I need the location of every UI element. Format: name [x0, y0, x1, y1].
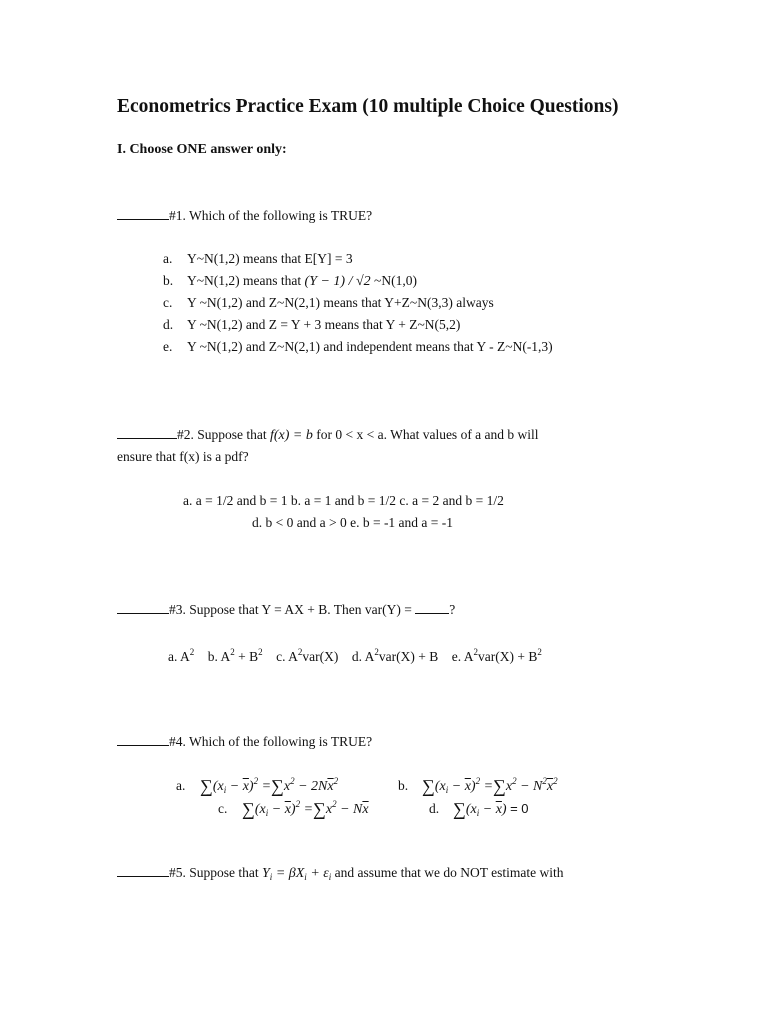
q3-option-a: a. $A^2$ [168, 647, 195, 664]
question-4 [117, 734, 372, 750]
math-expression: $Y_i = \beta X_i + \varepsilon_i$ [262, 866, 332, 882]
q2-options-row-1: a. a = 1/2 and b = 1 b. a = 1 and b = 1/2 c. a = 2 and b = 1/2 [183, 493, 504, 508]
q4-option-d [429, 799, 529, 820]
section-heading: I. Choose ONE answer only: [117, 142, 287, 157]
option-letter: b. [163, 273, 174, 288]
question-3-text-tail: ? [449, 602, 456, 617]
option-letter: a. [163, 251, 173, 266]
question-3 [117, 602, 455, 618]
q4-option-b [398, 776, 558, 797]
question-5-text: #5. Suppose that [169, 865, 262, 880]
option-letter: c. [218, 801, 228, 816]
q3-option-e: e. $A^2var(X) + B^2$ [451, 647, 542, 664]
option-text: Y ~N(1,2) and Z~N(2,1) means that Y+Z~N(3,3) always [187, 295, 494, 310]
question-2-text: #2. Suppose that [177, 427, 270, 442]
exam-title: Econometrics Practice Exam (10 multiple Choice Questions) [117, 96, 619, 117]
question-3-text: #3. Suppose that Y = AX + B. Then var(Y) = [169, 602, 416, 617]
question-5 [117, 865, 564, 882]
math-expression: $\sum(x_i - \overline{x})^2 =\sum x^2 - N^2\overline{x}^2$ [422, 776, 558, 796]
q1-option-e [163, 339, 553, 355]
q3-option-b: b. $A^2 + B^2$ [207, 647, 263, 664]
answer-blank-4[interactable] [117, 734, 169, 746]
q3-option-d: d. $A^2var(X) + B$ [351, 647, 439, 664]
answer-blank-2[interactable] [117, 427, 177, 439]
q1-option-b [163, 273, 417, 290]
q4-option-a [176, 776, 338, 797]
math-expression: $\sum(x_i - \overline{x})$ [453, 799, 511, 819]
question-2-text-tail: for 0 < x < a. What values of a and b will [312, 427, 539, 442]
answer-blank-5[interactable] [117, 865, 169, 877]
question-2 [117, 427, 539, 444]
question-1 [117, 208, 372, 224]
q2-options-row-2: d. b < 0 and a > 0 e. b = -1 and a = -1 [252, 515, 454, 530]
answer-blank-3[interactable] [117, 602, 169, 614]
option-letter: d. [429, 801, 440, 816]
q1-option-c [163, 295, 494, 311]
math-expression: f(x) = b [270, 428, 313, 443]
option-letter: d. [163, 317, 174, 332]
question-4-text: #4. Which of the following is TRUE? [169, 734, 373, 749]
math-expression: $\sum(x_i - \overline{x})^2 =\sum x^2 - N\overline{x}$ [242, 799, 369, 819]
var-blank[interactable] [415, 602, 449, 614]
math-rhs: = 0 [510, 801, 529, 816]
math-expression: (Y − 1) / √2 [304, 274, 371, 289]
option-text: Y~N(1,2) means that E[Y] = 3 [187, 251, 353, 266]
option-text: Y ~N(1,2) and Z = Y + 3 means that Y + Z~N(5,2) [187, 317, 461, 332]
q4-option-c [218, 799, 369, 820]
option-letter: a. [176, 778, 186, 793]
q3-option-c: c. $A^2var(X)$ [276, 647, 339, 664]
option-text: Y ~N(1,2) and Z~N(2,1) and independent means that Y - Z~N(-1,3) [187, 339, 553, 354]
option-text-tail: ~N(1,0) [370, 273, 417, 288]
option-letter: e. [163, 339, 173, 354]
option-letter: c. [163, 295, 173, 310]
question-2-line2: ensure that f(x) is a pdf? [117, 449, 249, 464]
option-letter: b. [398, 778, 409, 793]
question-5-text-tail: and assume that we do NOT estimate with [331, 865, 564, 880]
q1-option-a [163, 251, 353, 267]
question-1-text: #1. Which of the following is TRUE? [169, 208, 373, 223]
q3-options [168, 647, 542, 665]
option-text: Y~N(1,2) means that [187, 273, 305, 288]
math-expression: $\sum(x_i - \overline{x})^2 =\sum x^2 - 2N\overline{x}^2$ [200, 776, 339, 796]
q1-option-d [163, 317, 460, 333]
answer-blank-1[interactable] [117, 208, 169, 220]
